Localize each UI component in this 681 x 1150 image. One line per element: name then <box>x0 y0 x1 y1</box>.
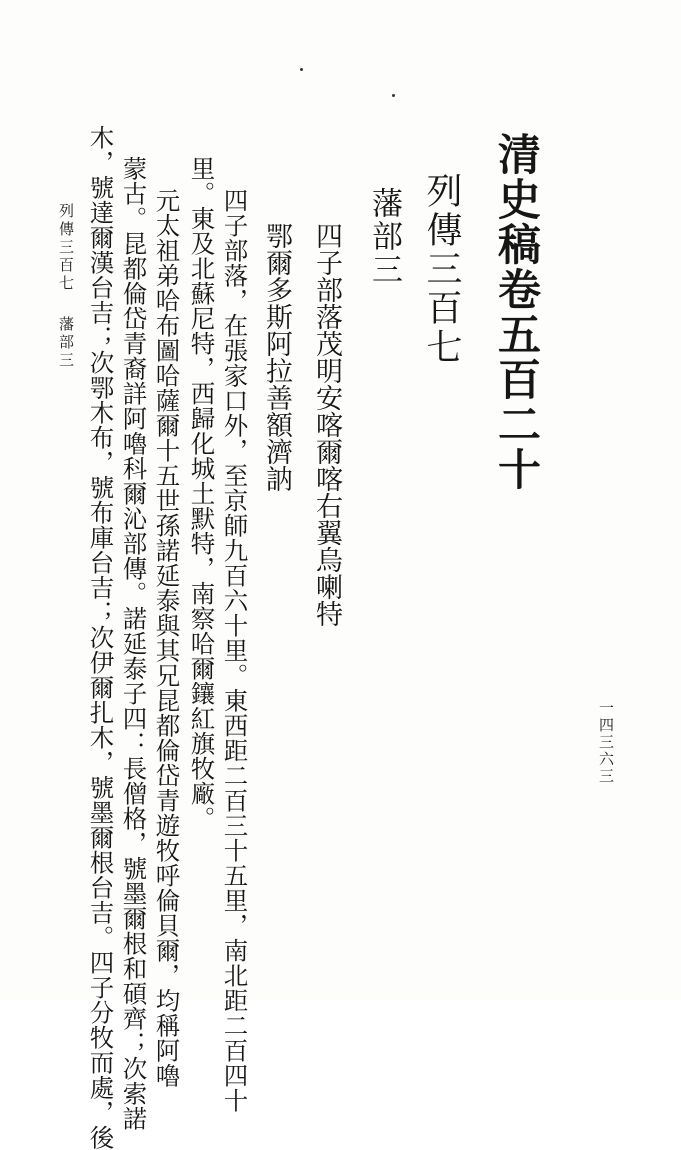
body-column-4: 蒙古。昆都倫岱青裔詳阿嚕科爾沁部傳。諾延泰子四：長僧格，號墨爾根和碩齊；次索諾 <box>119 156 149 1131</box>
body-column-1: 四子部落，在張家口外，至京師九百六十里。東西距二百三十五里，南北距二百四十 <box>220 188 250 1113</box>
contents-row-1 <box>313 222 367 627</box>
contents-item: 鄂爾多斯 <box>261 222 292 330</box>
margin-chapter-label: 列傳三百七 <box>57 203 75 293</box>
section-heading: 藩部三 <box>366 187 402 286</box>
contents-item: 茂明安 <box>311 330 342 411</box>
margin-section-label: 藩部三 <box>57 316 75 370</box>
contents-item: 四子部落 <box>311 222 342 330</box>
body-column-2: 里。東及北蘇尼特，西歸化城土默特，南察哈爾鑲紅旗牧廠。 <box>187 156 217 831</box>
contents-item: 喀爾喀右翼 <box>311 411 342 546</box>
body-column-5: 木，號達爾漢台吉；次鄂木布，號布庫台吉；次伊爾扎木，號墨爾根台吉。四子分牧而處，後 <box>86 125 116 1150</box>
chapter-heading: 列傳三百七 <box>421 172 462 367</box>
contents-row-2 <box>263 222 317 492</box>
contents-item: 烏喇特 <box>311 546 342 627</box>
volume-title: 清史稿卷五百二十 <box>491 132 541 492</box>
body-column-3: 元太祖弟哈布圖哈薩爾十五世孫諾延泰與其兄昆都倫岱青遊牧呼倫貝爾，均稱阿嚕 <box>152 188 182 1088</box>
contents-item: 阿拉善 <box>261 330 292 411</box>
contents-item: 額濟訥 <box>261 411 292 492</box>
scan-speck <box>300 68 303 71</box>
scan-speck <box>392 94 395 97</box>
page-number: 一四三六三 <box>597 700 615 785</box>
